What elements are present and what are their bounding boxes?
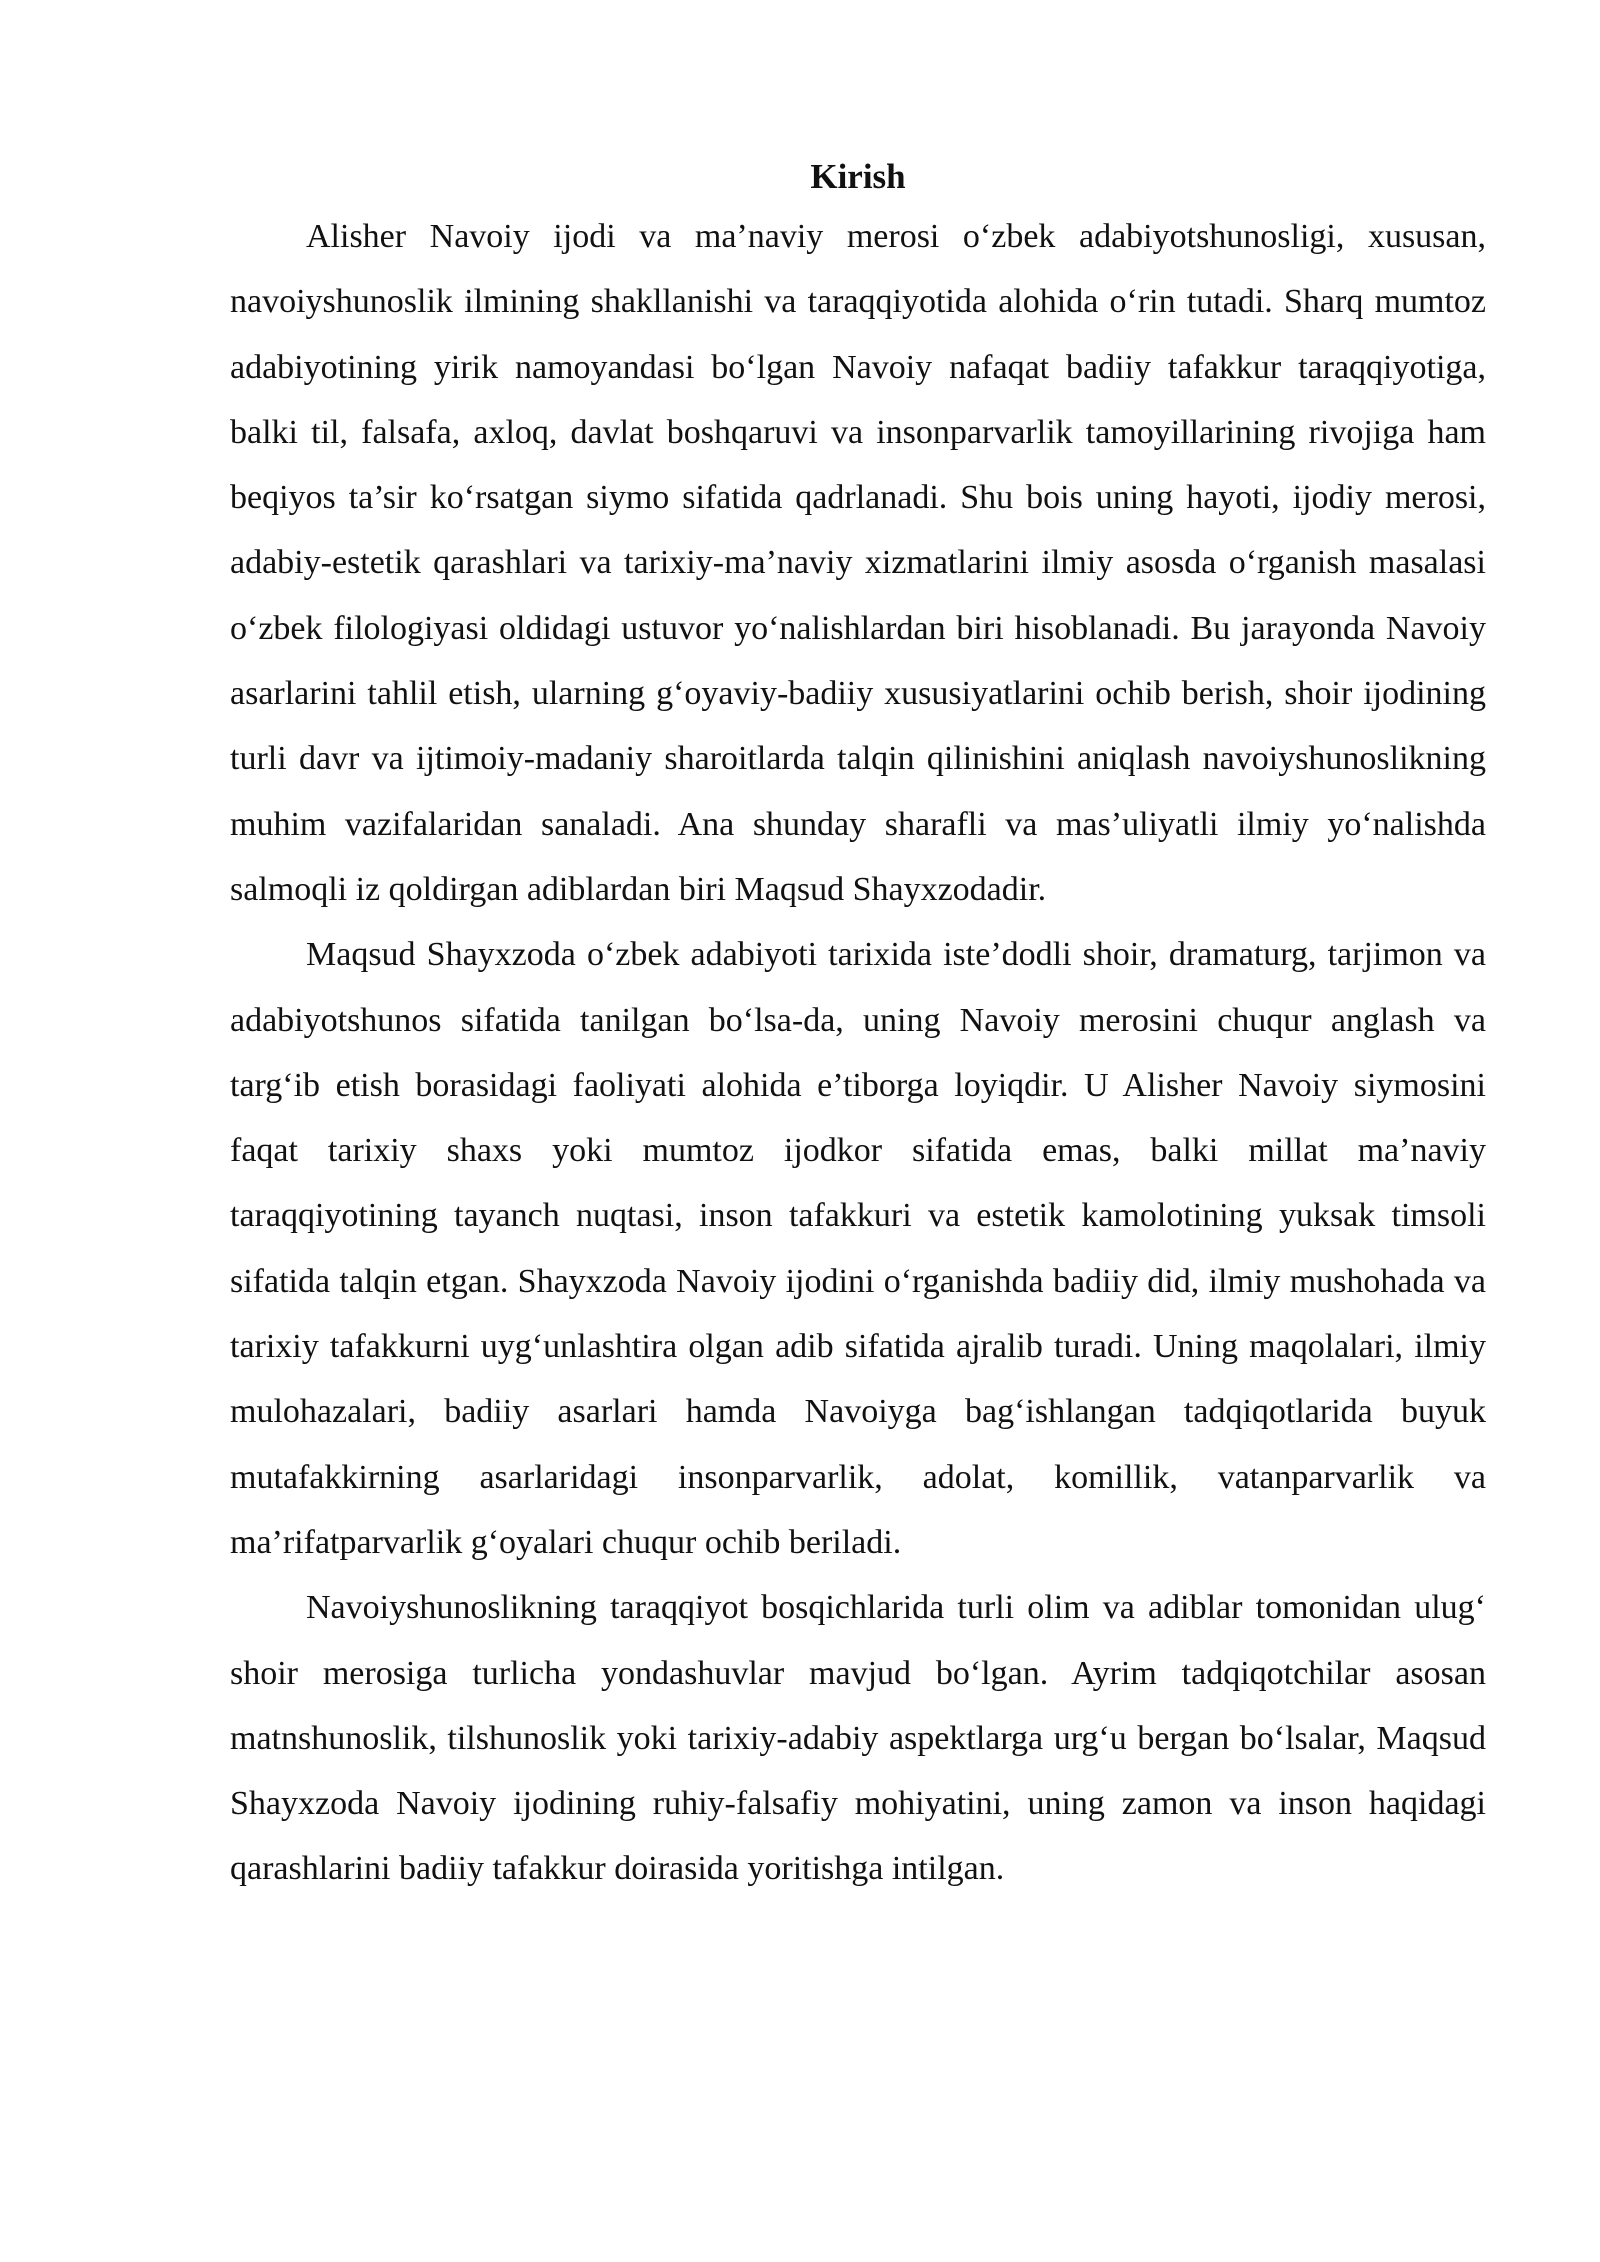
document-body (230, 150, 1486, 1902)
paragraph-2: Maqsud Shayxzoda o‘zbek adabiyoti tarixida iste’dodli shoir, dramaturg, tarjimon va adabiyotshunos sifatida tanilgan bo‘lsa-da, uning Navoiy merosini chuqur anglash va targ‘ib etish borasidagi faoliyati alohida e’tiborga loyiqdir. U Alisher Navoiy siymosini faqat tarixiy shaxs yoki mumtoz ijodkor sifatida emas, balki millat ma’naviy taraqqiyotining tayanch nuqtasi, inson tafakkuri va estetik kamolotining yuksak timsoli sifatida talqin etgan. Shayxzoda Navoiy ijodini o‘rganishda badiiy did, ilmiy mushohada va tarixiy tafakkurni uyg‘unlashtira olgan adib sifatida ajralib turadi. Uning maqolalari, ilmiy mulohazalari, badiiy asarlari hamda Navoiyga bag‘ishlangan tadqiqotlarida buyuk mutafakkirning asarlaridagi insonparvarlik, adolat, komillik, vatanparvarlik va ma’rifatparvarlik g‘oyalari chuqur ochib beriladi. (230, 936, 1486, 1561)
paragraph-1: Alisher Navoiy ijodi va ma’naviy merosi o‘zbek adabiyotshunosligi, xususan, navoiyshunoslik ilmining shakllanishi va taraqqiyotida alohida o‘rin tutadi. Sharq mumtoz adabiyotining yirik namoyandasi bo‘lgan Navoiy nafaqat badiiy tafakkur taraqqiyotiga, balki til, falsafa, axloq, davlat boshqaruvi va insonparvarlik tamoyillarining rivojiga ham beqiyos ta’sir ko‘rsatgan siymo sifatida qadrlanadi. Shu bois uning hayoti, ijodiy merosi, adabiy-estetik qarashlari va tarixiy-ma’naviy xizmatlarini ilmiy asosda o‘rganish masalasi o‘zbek filologiyasi oldidagi ustuvor yo‘nalishlardan biri hisoblanadi. Bu jarayonda Navoiy asarlarini tahlil etish, ularning g‘oyaviy-badiiy xususiyatlarini ochib berish, shoir ijodining turli davr va ijtimoiy-madaniy sharoitlarda talqin qilinishini aniqlash navoiyshunoslikning muhim vazifalaridan sanaladi. Ana shunday sharafli va mas’uliyatli ilmiy yo‘nalishda salmoqli iz qoldirgan adiblardan biri Maqsud Shayxzodadir. (230, 218, 1486, 908)
paragraph-3: Navoiyshunoslikning taraqqiyot bosqichlarida turli olim va adiblar tomonidan ulug‘ shoir merosiga turlicha yondashuvlar mavjud bo‘lgan. Ayrim tadqiqotchilar asosan matnshunoslik, tilshunoslik yoki tarixiy-adabiy aspektlarga urg‘u bergan bo‘lsalar, Maqsud Shayxzoda Navoiy ijodining ruhiy-falsafiy mohiyatini, uning zamon va inson haqidagi qarashlarini badiiy tafakkur doirasida yoritishga intilgan. (230, 1589, 1486, 1888)
page-title: Kirish (810, 157, 906, 196)
